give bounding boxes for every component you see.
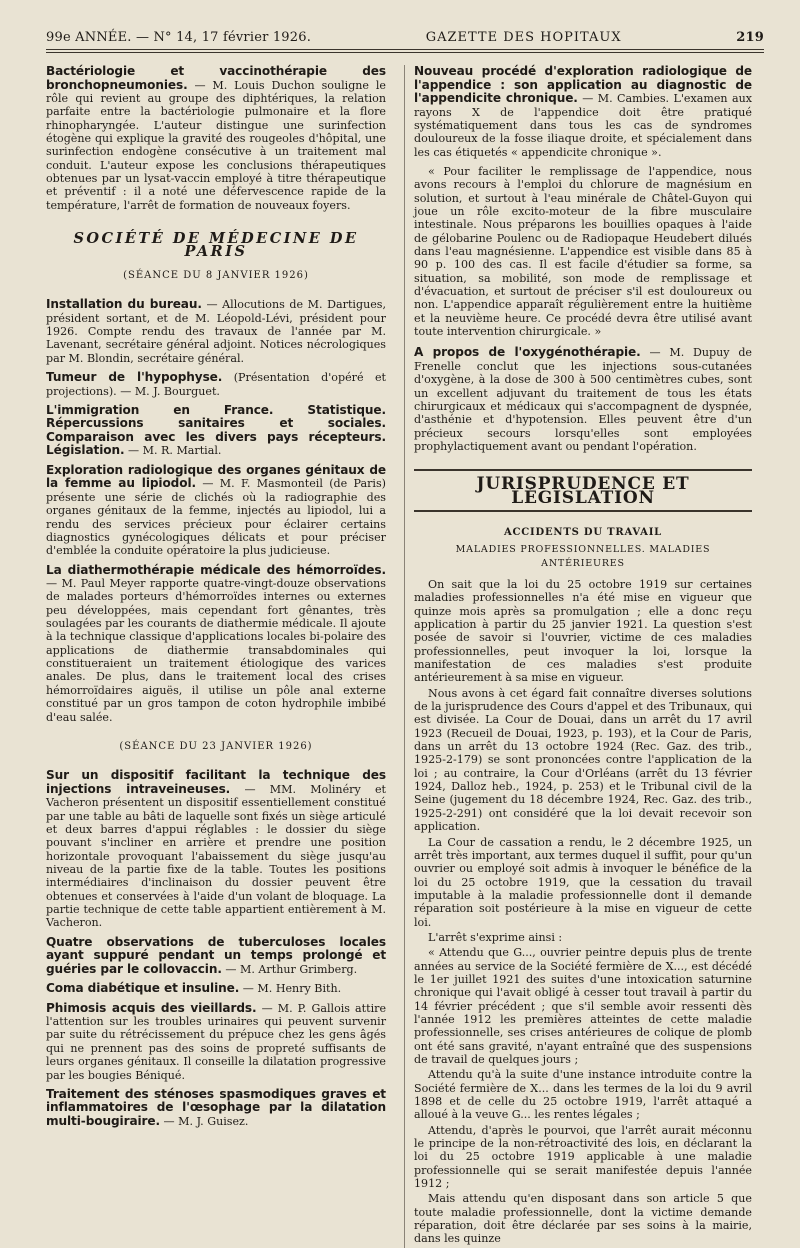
journal-title: GAZETTE DES HOPITAUX <box>425 30 622 45</box>
article-text: — M. Paul Meyer rapporte quatre-vingt-douze observations de malades porteurs d'hémorroïdes internes ou externes peu développées, mais cependant fort gênantes, très soulagées par les courants de diathermie médicale. Il ajoute à la technique classique d'applications locales bi-polaire des applications de diathermie transabdominales qui constitueraient un traitement étiologique des varices anales. De plus, dans le traitement local des crises hémorroïdaires aiguës, il utilise un pôle anal externe constitué par un gros tampon de coton hydrophile imbibé d'eau salée. <box>46 577 386 724</box>
subsection-subtitle: MALADIES PROFESSIONNELLES. MALADIES ANTÉRIEURES <box>455 544 711 569</box>
article-text: — M. R. Martial. <box>128 444 222 458</box>
article <box>46 65 386 212</box>
article <box>46 936 386 977</box>
article-heading: A propos de l'oxygénothérapie. <box>414 345 641 360</box>
article-heading: Sur un dispositif facilitant la technique des injections intraveineuses. <box>46 768 386 796</box>
subsection-title: ACCIDENTS DU TRAVAIL <box>503 526 663 538</box>
society-title: SOCIÉTÉ DE MÉDECINE DE PARIS <box>73 230 359 261</box>
article-paragraph: Attendu, d'après le pourvoi, que l'arrêt aurait méconnu le principe de la non-rétroactivité des lois, en déclarant la loi du 25 octobre 1919 applicable à une maladie professionnelle qui se serait manifestée depuis l'année 1912 ; <box>414 1123 752 1191</box>
article-text: — M. Arthur Grimberg. <box>225 962 358 976</box>
article-heading: Tumeur de l'hypophyse. <box>46 370 223 384</box>
article-heading: Exploration radiologique des organes génitaux de la femme au lipiodol. <box>46 462 386 491</box>
article-text: — M. P. Gallois attire l'attention sur les troubles urinaires qui peuvent survenir par suite du rétrécissement du prépuce chez les gens âgés qui ne prennent pas des soins de propreté suffisants de leurs organes génitaux. Il conseille la dilatation progressive par les bougies Béniqué. <box>46 1001 387 1082</box>
article-paragraph: Mais attendu qu'en disposant dans son article 5 que toute maladie professionnelle, dont la victime demande réparation, doit être déclarée par ses soins à la mairie, dans les quinze <box>414 1192 752 1246</box>
article <box>414 346 752 453</box>
article-heading: Bactériologie et vaccinothérapie des bronchopneumonies. <box>46 64 386 92</box>
article-paragraph: La Cour de cassation a rendu, le 2 décembre 1925, un arrêt très important, aux termes duquel il suffit, pour qu'un ouvrier ou employé soit admis à invoquer le bénéfice de la loi du 25 octobre 1919, que la cessation du travail imputable à la maladie professionnelle dont il demande réparation soit postérieure à la mise en vigueur de cette loi. <box>414 835 752 929</box>
article-text: — M. Henry Bith. <box>242 982 342 996</box>
article <box>46 564 386 724</box>
left-column <box>46 65 386 1248</box>
article-heading: Nouveau procédé d'exploration radiologique de l'appendice : son application au diagnostic de l'appendicite chronique. <box>414 64 752 105</box>
article-paragraph: On sait que la loi du 25 octobre 1919 sur certaines maladies professionnelles n'a été mise en vigueur que quinze mois après sa promulgation ; elle a donc reçu application à partir du 25 janvier 1921. La question s'est posée de savoir si l'ouvrier, victime de ces maladies professionnelles, peut invoquer la loi, lorsque la manifestation de ces maladies s'est produite antérieurement à sa mise en vigueur. <box>414 577 752 685</box>
article-heading: La diathermothérapie médicale des hémorroïdes. <box>46 562 386 577</box>
article-paragraph: « Pour faciliter le remplissage de l'appendice, nous avons recours à l'emploi du chlorure de magnésium en solution, et surtout à l'eau minérale de Châtel-Guyon qui joue un rôle excito-moteur de la fibre musculaire intestinale. Nous préparons les bouillies opaques à l'aide de gélobarine Poulenc ou de Radiopaque Heudebert dilués dans l'eau magnésienne. L'appendice est visible dans 85 à 90 p. 100 des cas. Il est facile d'étudier sa forme, sa situation, sa mobilité, son mode de remplissage et d'évacuation, et surtout de préciser s'il est douloureux ou non. L'appendice apparaît régulièrement entre la huitième et la neuvième heure. Ce procédé devra être utilisé avant toute intervention chirurgicale. » <box>414 164 752 338</box>
article-text: — M. Dupuy de Frenelle conclut que les injections sous-cutanées d'oxygène, à la dose de 300 à 500 centimètres cubes, sont un excellent adjuvant du traitement de tous les états chirurgicaux et médicaux qui s'accompagnent de dyspnée, d'asthénie et d'hypotension. Elles peuvent être d'un précieux secours lorsqu'elles sont employées prophylactiquement avant ou pendant l'opération. <box>414 346 753 453</box>
session-date: (SÉANCE DU 8 JANVIER 1926) <box>123 269 309 281</box>
article <box>46 982 386 996</box>
article-text: — M. Louis Duchon souligne le rôle qui revient au groupe des diphtériques, la relation parfaite entre la bactériologie pulmonaire et la flore rhinopharyngée. L'auteur distingue une surinfection étogène qui explique la gravité des rougeoles d'hôpital, une surinfection endogène consécutive à un traitement mal conduit. L'auteur expose les conclusions thérapeutiques obtenues par un lysat-vaccin employé à titre thérapeutique et préventif : il a noté une défervescence rapide de la température, l'arrêt de formation de nouveaux foyers. <box>46 78 386 212</box>
article <box>46 769 386 929</box>
article-heading: Installation du bureau. <box>46 297 202 312</box>
article-paragraph: L'arrêt s'exprime ainsi : <box>428 930 563 944</box>
article <box>46 1088 386 1129</box>
article <box>414 65 752 159</box>
article <box>46 371 386 398</box>
article-heading: L'immigration en France. Statistique. Répercussions sanitaires et sociales. Comparaison avec les divers pays récepteurs. Législation. <box>46 402 386 458</box>
page-number: 219 <box>736 30 764 45</box>
article-text: (Présentation d'opéré et projections). — M. J. Bourguet. <box>46 371 386 398</box>
header-rule <box>46 52 764 53</box>
article-heading: Quatre observations de tuberculoses locales ayant suppuré pendant un temps prolongé et guéries par le collovaccin. <box>46 934 386 976</box>
article <box>46 404 386 458</box>
article-text: — M. F. Masmonteil (de Paris) présente une série de clichés où la radiographie des organes génitaux de la femme, injectés au lipiodol, lui a rendu des services précieux pour éclairer certains diagnostics gynécologiques délicats et pour préciser d'emblée la conduite opératoire la plus judicieuse. <box>46 477 386 558</box>
issue-info: 99e ANNÉE. — N° 14, 17 février 1926. <box>46 30 312 45</box>
article-heading: Coma diabétique et insuline. <box>46 981 240 996</box>
article-paragraph: Attendu qu'à la suite d'une instance introduite contre la Société fermière de X... dans les termes de la loi du 9 avril 1898 et de celle du 25 octobre 1919, l'arrêt attaqué a alloué à la veuve G... les rentes légales ; <box>414 1068 752 1122</box>
article <box>46 298 386 365</box>
right-column <box>404 65 752 1248</box>
columns <box>46 65 764 1248</box>
article-paragraph: « Attendu que G..., ouvrier peintre depuis plus de trente années au service de la Société fermière de X..., est décédé le 1er juillet 1921 des suites d'une intoxication saturnine chronique qui l'avait obligé à cesser tout travail à partir du 14 février précédent ; que s'il semble avoir ressenti dès l'année 1912 les premières atteintes de cette maladie professionnelle, ses crises antérieures de colique de plomb ont été sans gravité, n'ayant entraîné que des suspensions de travail de quelques jours ; <box>414 946 752 1066</box>
article <box>46 464 386 558</box>
article-paragraph: Nous avons à cet égard fait connaître diverses solutions de la jurisprudence des Cours d'appel et des Tribunaux, qui est divisée. La Cour de Douai, dans un arrêt du 17 avril 1923 (Recueil de Douai, 1923, p. 193), et la Cour de Paris, dans un arrêt du 13 octobre 1924 (Rec. Gaz. des trib., 1925-2-179) se sont prononcées contre l'application de la loi ; au contraire, la Cour d'Orléans (arrêt du 13 février 1924, Dalloz heb., 1924, p. 253) et le Tribunal civil de la Seine (jugement du 18 décembre 1924, Rec. Gaz. des trib., 1925-2-291) ont considéré que la loi devait recevoir son application. <box>414 686 752 834</box>
section-title: JURISPRUDENCE ET LÉGISLATION <box>414 469 752 512</box>
session-date: (SÉANCE DU 23 JANVIER 1926) <box>119 740 313 752</box>
article-text: — MM. Molinéry et Vacheron présentent un dispositif essentiellement constitué par une table au bâti de laquelle sont fixés un siège articulé et deux barres d'appui réglables : le dossier du siège pouvant s'incliner en arrière et prendre une position horizontale provoquant l'abaissement du siège jusqu'au niveau de la partie fixe de la table. Toutes les positions intermédiaires d'inclinaison du dossier peuvent être obtenues et conservées à l'aide d'un volant de bloquage. La partie technique de cette table appartient entièrement à M. Vacheron. <box>46 782 386 930</box>
article-heading: Phimosis acquis des vieillards. <box>46 1000 257 1015</box>
page-header <box>46 30 764 50</box>
article-text: — M. J. Guisez. <box>163 1114 249 1128</box>
article-text: — Allocutions de M. Dartigues, président sortant, et de M. Léopold-Lévi, président pour 1926. Compte rendu des travaux de l'année par M. Lavenant, secrétaire général adjoint. Notices nécrologiques par M. Blondin, secrétaire général. <box>46 298 386 365</box>
article <box>46 1002 386 1082</box>
article-heading: Traitement des sténoses spasmodiques graves et inflammatoires de l'œsophage par la dilatation multi-bougiraire. <box>46 1086 386 1128</box>
article-text: — M. Cambies. L'examen aux rayons X de l'appendice doit être pratiqué systématiquement dans tous les cas de syndromes douloureux de la fosse iliaque droite, et spécialement dans les cas étiquetés « appendicite chronique ». <box>414 92 753 159</box>
